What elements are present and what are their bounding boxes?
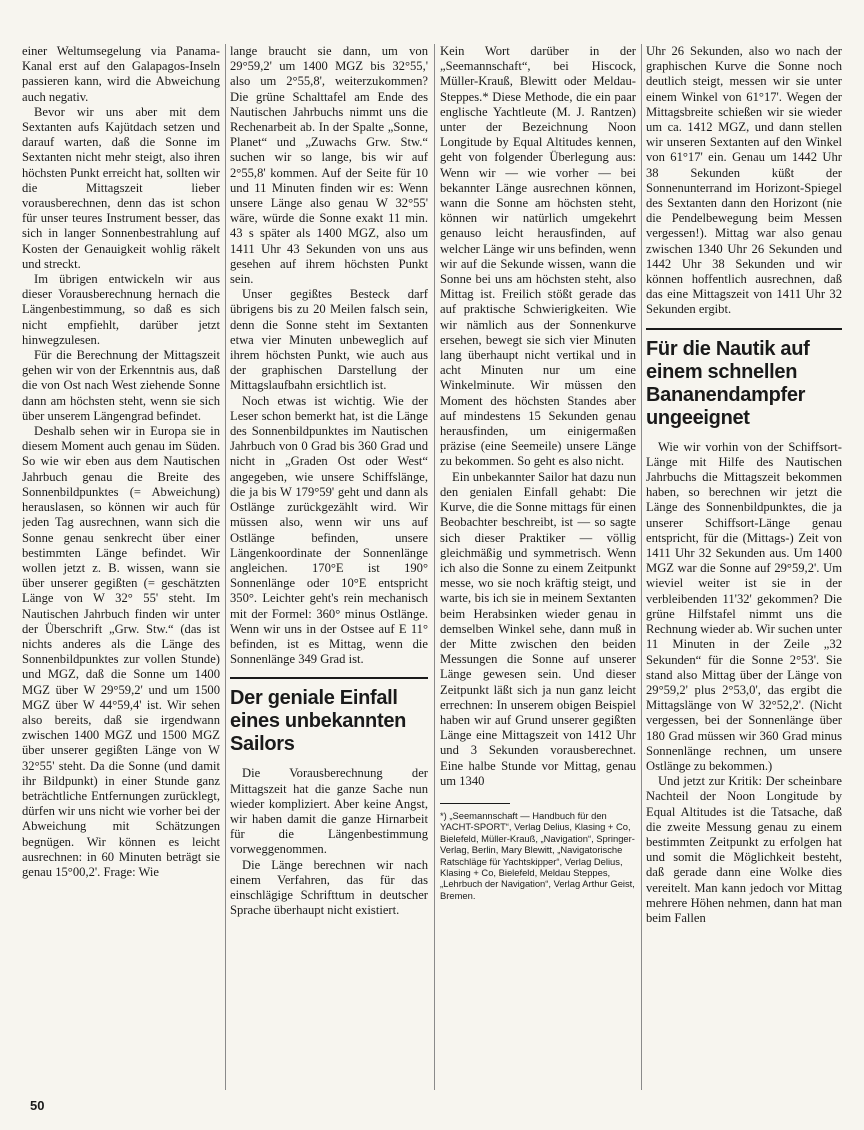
text-column-1	[22, 44, 220, 1090]
footnote-rule	[440, 803, 510, 804]
paragraph: Kein Wort darüber in der „Seemannschaft“, bei Hiscock, Müller-Krauß, Blewitt oder Meldau-Steppes.* Diese Methode, die ein paar englische Yachtleute (M. J. Rantzen) unter der Bezeichnung Noon Longitude by Equal Altitudes kennen, geht von folgender Überlegung aus: Wenn wir — wie vorher — bei bekannter Länge ausrechnen können, wann die Sonne am höchsten steht, können wir natürlich umgekehrt genauso leicht herausfinden, auf welcher Länge wir uns befinden, wenn wir auf die Sekunde wissen, wann die Sonne bei uns am höchsten steht, also Mittag ist. Freilich stößt gerade das auf praktische Schwierigkeiten. Wie wir nämlich aus der Sonnenkurve ersehen, bewegt sie sich vier Minuten lang überhaupt nicht vertikal und in acht Minuten nur um eine Winkelminute. Wir müssen den Moment des höchsten Standes aber auf mindestens 15 Sekunden genau herausfinden, um einigermaßen präzise (eine Seemeile) unsere Länge zu bekommen. So geht es also nicht.	[440, 44, 636, 469]
paragraph: Deshalb sehen wir in Europa sie in diesem Moment auch genau im Süden. So wie wir eben aus dem Nautischen Jahrbuch genau die Breite des Sonnenbildpunktes (= Abweichung) herauslasen, so können wir auch für jeden Tag ausrechnen, wann sich die Sonne genau senkrecht über einer bestimmten Länge befindet. Wir wollen jetzt z. B. wissen, wann sie über unserer gegißten (= geschätzten Länge von W 32° 55' steht. Im Nautischen Jahrbuch finden wir unter der Überschrift „Grw. Stw.“ (das ist nichts anderes als die Länge des Sonnenbildpunktes zur vollen Stunde) und MGZ, daß die Sonne um 1400 MGZ über W 29°59,2' und um 1500 MGZ über W 44°59,4' ist. Wir sehen also bereits, daß sie irgendwann zwischen 1400 MGZ und 1500 MGZ über unserer gegißten Länge von W 32°55' steht. Da die Sonne (und damit ihr Bildpunkt) in einer Stunde ganz beträchtliche Entfernungen zurücklegt, dürfen wir uns nicht wie vorher bei der Abweichung mit Schätzungen begnügen. Wir können es leicht ausrechnen: in 60 Minuten beträgt sie genau 15°00,2'. Frage: Wie	[22, 424, 220, 879]
paragraph: Wie wir vorhin von der Schiffsort-Länge mit Hilfe des Nautischen Jahrbuchs die Mittagszeit bekommen haben, so berechnen wir jetzt die Länge des Sonnenbildpunktes, die ja unserer Schiffsort-Länge genau entspricht, für die (Mittags-) Zeit von 1411 Uhr 32 Sekunden aus. Um 1400 MGZ war die Sonne auf 29°59,2'. Um wieviel weiter ist sie in der verbleibenden 11'32' gekommen? Die grüne Hilfstafel nimmt uns die Rechnung wieder ab. Wir suchen unter 11 Minuten in der Zeile „32 Sekunden“ für die Sonne 2°53'. Sie stand also Mittag über der Länge von 29°59,2' plus 2°53,0', das ergibt die Mittagslänge von W 32°52,2'. (Nicht vergessen, bei der Sonnenlänge über 180 Grad müssen wir 360 Grad minus Sonnenlänge rechnen, um unsere Ostlänge zu bekommen.)	[646, 439, 842, 773]
footnote: *) „Seemannschaft — Handbuch für den YACHT-SPORT“, Verlag Delius, Klasing + Co, Bielefeld, Müller-Krauß, „Navigation“, Springer-Verlag, Berlin, Mary Blewitt, „Navigatorische Ratschläge für Yachtskipper“, Verlag Delius, Klasing + Co, Bielefeld, Meldau Steppes, „Lehrbuch der Navigation“, Verlag Arthur Geist, Bremen.	[440, 809, 635, 901]
paragraph: Bevor wir uns aber mit dem Sextanten aufs Kajütdach setzen und darauf warten, daß die Sonne im Sextanten nicht mehr steigt, also ihren höchsten Punkt erreicht hat, sollten wir die Mittagszeit lieber vorausberechnen, denn das ist schon für unser teures Instrument besser, das sich in langer Sonnenbestrahlung auf Kosten der Genauigkeit wohlig räkelt und streckt.	[22, 104, 220, 271]
paragraph: einer Weltumsegelung via Panama-Kanal erst auf den Galapagos-Inseln passieren kann, wird die Abweichung auch negativ.	[22, 44, 220, 104]
paragraph: Und jetzt zur Kritik: Der scheinbare Nachteil der Noon Longitude by Equal Altitudes ist die Tatsache, daß die zweite Messung genau zu einem bestimmten Zeitpunkt zu erfolgen hat und somit die Möglichkeit besteht, daß gerade dann eine Wolke dies vereitelt. Man kann jedoch vor Mittag mehrere Höhen nehmen, dann hat man beim Fallen	[646, 774, 842, 925]
paragraph: Die Vorausberechnung der Mittagszeit hat die ganze Sache nun wieder kompliziert. Aber keine Angst, wir haben damit die ganze Hirnarbeit für die Längenbestimmung vorweggenommen.	[230, 766, 428, 857]
text-column-3	[440, 44, 636, 1090]
column-divider	[225, 44, 226, 1090]
paragraph: Noch etwas ist wichtig. Wie der Leser schon bemerkt hat, ist die Länge des Sonnenbildpunktes im Nautischen Jahrbuch von 0 Grad bis 360 Grad und nicht in „Graden Ost oder West“ angegeben, wie unsere Schiffslänge, die ja bis W 179°59' geht und dann als Ostlänge zurückgezählt wird. Wir müssen also, wenn wir uns auf Ostlänge befinden, unsere Längenkoordinate der Sonnenlänge angleichen. 170°E ist 190° Sonnenlänge oder 10°E entspricht 350°. Leichter geht's rein mechanisch mit der Formel: 360° minus Ostlänge. Wenn wir uns in der Ostsee auf E 11° befinden, ist es Mittag, wenn die Sonnenlänge 349 Grad ist.	[230, 393, 428, 667]
section-headline: Der geniale Einfall eines unbekannten Sailors	[230, 677, 428, 756]
section-headline: Für die Nautik auf einem schnellen Bananendampfer ungeeignet	[646, 328, 842, 430]
paragraph: Unser gegißtes Besteck darf übrigens bis zu 20 Meilen falsch sein, denn die Sonne steht im Sextanten etwa vier Minuten unbeweglich auf ihrem höchsten Punkt, wie auch aus der graphischen Darstellung der Mittagslaufbahn ersichtlich ist.	[230, 287, 428, 393]
paragraph: Ein unbekannter Sailor hat dazu nun den genialen Einfall gehabt: Die Kurve, die die Sonne mittags für einen Beobachter beschreibt, ist — so sagte sich dieser Praktiker — völlig gleichmäßig und symmetrisch. Wenn ich also die Sonne zu einem Zeitpunkt messe, wo sie noch kräftig steigt, und warte, bis ich sie in meinem Sextanten beim Herabsinken wieder genau in demselben Winkel sehe, dann muß in der Mitte zwischen den beiden Messungen die Sonne auf unserer Länge gewesen sein. Und dieser Zeitpunkt läßt sich ja nun ganz leicht errechnen: In unserem obigen Beispiel haben wir auf Grund unserer gegißten Länge eine Mittagszeit von 1412 Uhr und 3 Sekunden vorausberechnet. Eine halbe Stunde vor Mittag, genau um 1340	[440, 469, 636, 788]
paragraph: lange braucht sie dann, um von 29°59,2' um 1400 MGZ bis 32°55,' also um 2°55,8', weiterzukommen? Die grüne Schalttafel am Ende des Nautischen Jahrbuchs nimmt uns die Rechenarbeit ab. In der Spalte „Sonne, Planet“ und „Zuwachs Grw. Stw.“ suchen wir so lange, bis wir auf 2°55,8' kommen. Auf der Seite für 10 und 11 Minuten finden wir es: Wenn unsere Länge also genau W 32°55' wäre, würde die Sonne exakt 11 min. 43 s später als 1400 MGZ, also um 1411 Uhr 43 Sekunden von uns aus gesehen auf ihrem höchsten Punkt sein.	[230, 44, 428, 287]
paragraph: Für die Berechnung der Mittagszeit gehen wir von der Erkenntnis aus, daß die von Ost nach West ziehende Sonne dann am höchsten steht, wenn sie sich über unserem Längengrad befindet.	[22, 348, 220, 423]
column-divider	[434, 44, 435, 1090]
paragraph: Die Länge berechnen wir nach einem Verfahren, das für das einschlägige Schrifttum in deutscher Sprache überhaupt nicht existiert.	[230, 857, 428, 918]
text-column-2	[230, 44, 428, 1090]
paragraph: Im übrigen entwickeln wir aus dieser Vorausberechnung hernach die Längenbestimmung, so daß es sich nicht empfiehlt, darüber jetzt hinwegzulesen.	[22, 272, 220, 347]
column-divider	[641, 44, 642, 1090]
page-number: 50	[30, 1098, 45, 1113]
paragraph: Uhr 26 Sekunden, also wo nach der graphischen Kurve die Sonne noch deutlich steigt, messen wir sie unter einem Winkel von 61°17'. Wegen der Mittagsbreite schießen wir sie wieder um ca. 1412 MGZ, und dann stellen wir unseren Sextanten auf den Winkel von 61°17' ein. Genau um 1442 Uhr 38 Sekunden küßt der Sonnenunterrand im Horizont-Spiegel des Sextanten dann den Horizont (nie die Pendelbewegung beim Messen vergessen!). Mittag war also genau zwischen 1340 Uhr 26 Sekunden und 1442 Uhr 38 Sekunden und wir können hoffentlich ausrechnen, daß das eine Mittagszeit von 1411 Uhr 32 Sekunden ergibt.	[646, 44, 842, 317]
text-column-4	[646, 44, 842, 1090]
